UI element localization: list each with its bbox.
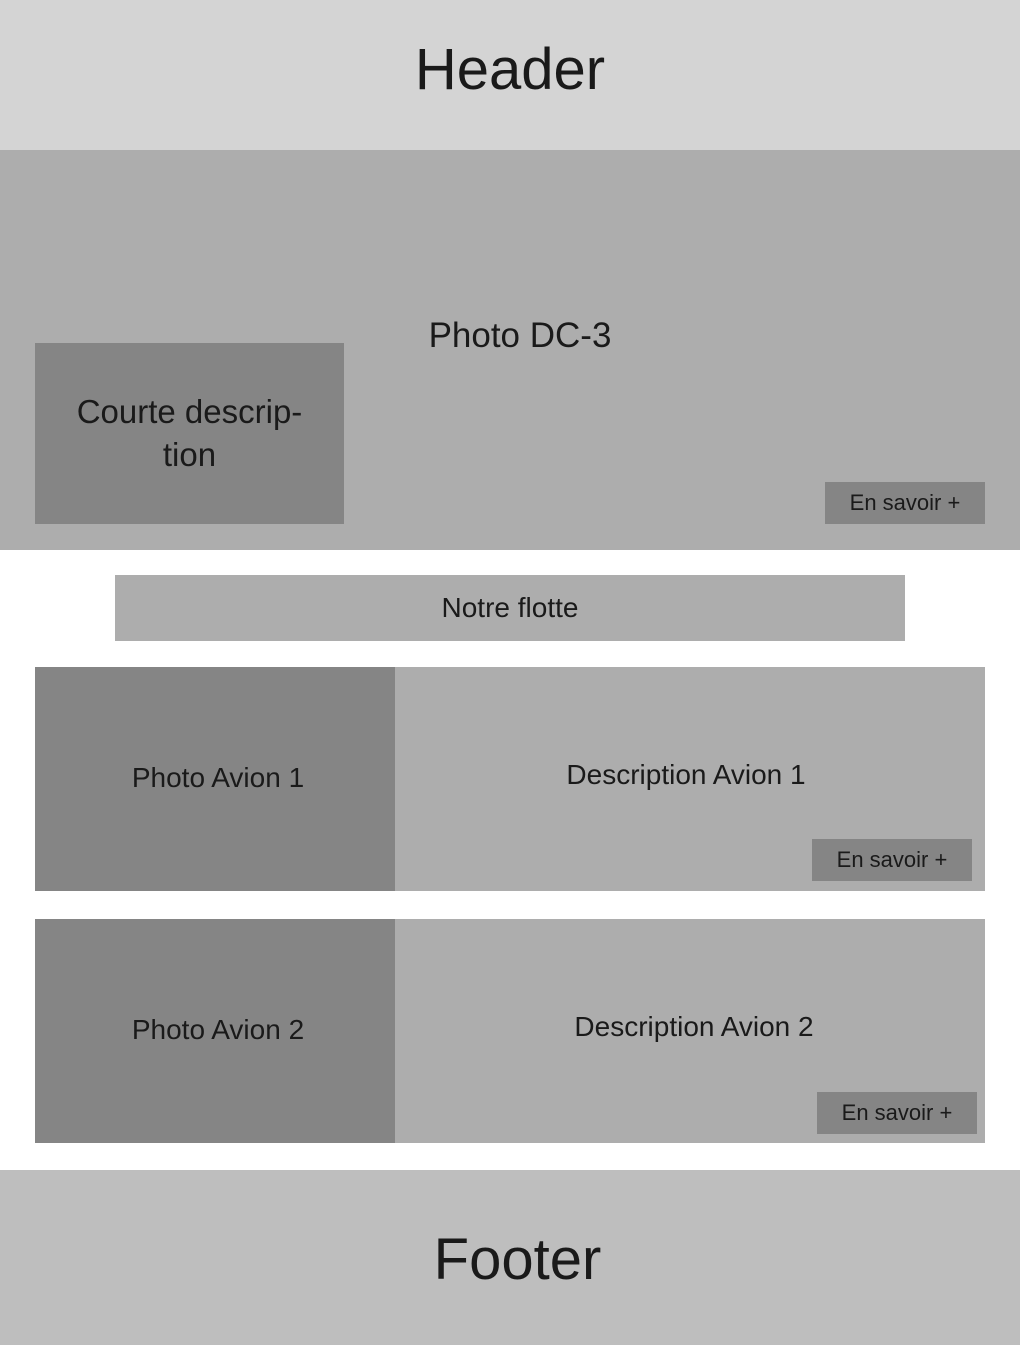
fleet-card-2-more-label: En savoir +: [841, 1100, 953, 1125]
hero-description-line-2: tion: [162, 435, 217, 473]
hero-description-line-1: Courte descrip-: [76, 393, 303, 431]
fleet-card-2-photo: [35, 919, 395, 1143]
fleet-card-1-photo: [35, 667, 395, 891]
fleet-card-1-description-text: Description Avion 1: [566, 759, 806, 790]
footer-title: Footer: [433, 1227, 602, 1292]
fleet-card-1: [35, 667, 985, 891]
fleet-card-1-more-button[interactable]: [812, 839, 972, 881]
hero-more-label: En savoir +: [849, 490, 961, 515]
fleet-card-2-more-button[interactable]: [817, 1092, 977, 1134]
hero-short-description: [35, 343, 344, 524]
fleet-card-1-photo-label: Photo Avion 1: [131, 762, 305, 793]
header: [0, 0, 1020, 150]
hero-photo-label-text: Photo DC-3: [428, 315, 612, 355]
fleet-section-title: [115, 575, 905, 641]
fleet-title-text: Notre flotte: [441, 592, 579, 623]
fleet-card-2-description-text: Description Avion 2: [574, 1011, 814, 1042]
fleet-card-2: [35, 919, 985, 1143]
header-title: Header: [414, 37, 606, 102]
hero-more-button[interactable]: [825, 482, 985, 524]
footer: [0, 1170, 1020, 1345]
fleet-card-2-photo-label: Photo Avion 2: [131, 1014, 305, 1045]
fleet-card-1-more-label: En savoir +: [836, 847, 948, 872]
